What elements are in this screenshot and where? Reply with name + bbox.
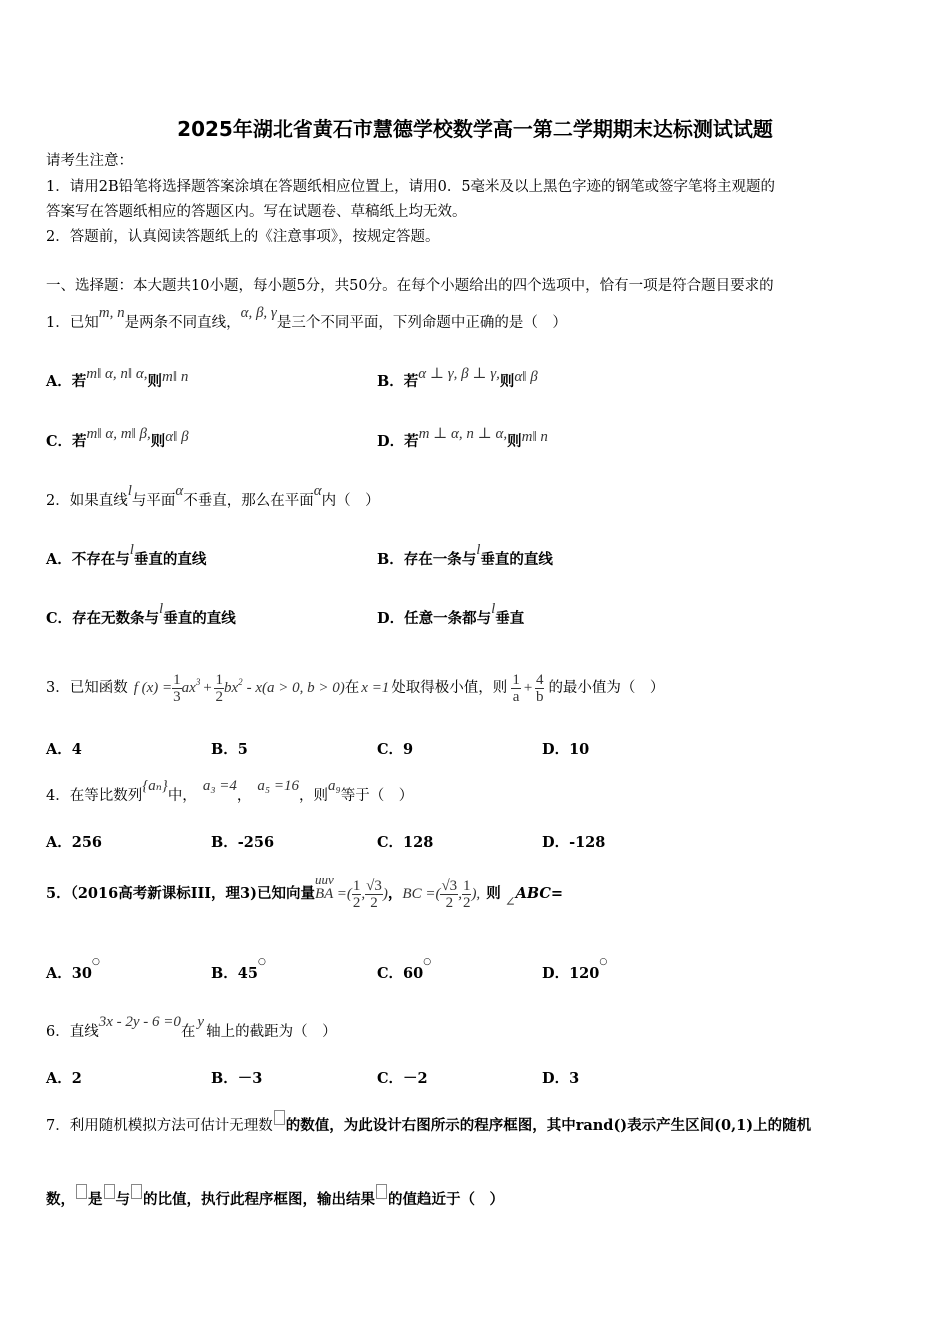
- missing-symbol-icon: [104, 1184, 115, 1199]
- q2-option-b[interactable]: B．存在一条与l垂直的直线: [377, 542, 553, 568]
- question-6: 6．直线3x - 2y - 6 =0在y轴上的截距为（ ）: [46, 1014, 337, 1040]
- notice-line-2: 2．答题前，认真阅读答题纸上的《注意事项》，按规定答题。: [46, 229, 440, 245]
- missing-symbol-icon: [131, 1184, 142, 1199]
- q5-option-b[interactable]: B．45○: [211, 957, 266, 982]
- q3-option-c[interactable]: C．9: [377, 741, 414, 758]
- notice-line-1b: 答案写在答题纸相应的答题区内。写在试题卷、草稿纸上均无效。: [46, 204, 467, 220]
- fraction-one-half: $\frac{1}{2}$: [215, 671, 223, 705]
- q3-option-a[interactable]: A．4: [46, 741, 82, 758]
- q4-option-c[interactable]: C．128: [377, 834, 434, 851]
- q2-option-c[interactable]: C．存在无数条与l垂直的直线: [46, 601, 236, 627]
- question-4: 4．在等比数列{aₙ}中，a₃ =4，a₅ =16，则a₉等于（ ）: [46, 778, 414, 804]
- q4-option-b[interactable]: B．-256: [211, 834, 275, 851]
- q1-option-b[interactable]: B．若α ⊥ γ, β ⊥ γ,则α‖ β: [377, 366, 538, 390]
- q6-option-d[interactable]: D．3: [542, 1070, 580, 1087]
- fraction-one-third: $\frac{1}{3}$: [173, 671, 181, 705]
- q3-option-d[interactable]: D．10: [542, 741, 590, 758]
- q6-option-a[interactable]: A．2: [46, 1070, 82, 1087]
- question-5: 5．（2016高考新课标III，理3)已知向量 uuv BA =( $\frac{1}{2}$ , $\frac{√3}{2}$ ) ， BC =( $\frac{√3}{2}$ , $\frac{1}{2}$ ), 则 ∠ ABC=: [46, 872, 564, 911]
- q4-option-a[interactable]: A．256: [46, 834, 103, 851]
- q2-option-d[interactable]: D．任意一条都与l垂直: [377, 601, 525, 627]
- q5-option-c[interactable]: C．60○: [377, 957, 432, 982]
- q1-option-d[interactable]: D．若m ⊥ α, n ⊥ α,则m‖ n: [377, 426, 548, 450]
- q4-option-d[interactable]: D．-128: [542, 834, 606, 851]
- question-7-line-2: 数， 是 与 的比值，执行此程序框图，输出结果 的值趋近于（ ）: [46, 1190, 504, 1210]
- q1-option-c[interactable]: C．若m‖ α, m‖ β,则α‖ β: [46, 426, 189, 450]
- section-heading: 一、选择题：本大题共10小题，每小题5分，共50分。在每个小题给出的四个选项中，恰有一项是符合题目要求的: [46, 278, 774, 294]
- q2-option-a[interactable]: A．不存在与l垂直的直线: [46, 542, 207, 568]
- q5-option-a[interactable]: A．30○: [46, 957, 100, 982]
- q1-option-a[interactable]: A．若m‖ α, n‖ α,则m‖ n: [46, 366, 189, 390]
- fraction-one-over-a: $\frac{1}{a}$: [512, 671, 520, 705]
- q6-option-b[interactable]: B．－3: [211, 1070, 263, 1087]
- q3-option-b[interactable]: B．5: [211, 741, 248, 758]
- fraction-one-half: $\frac{1}{2}$: [352, 877, 361, 911]
- missing-symbol-icon: [376, 1184, 387, 1199]
- fraction-sqrt3-half: $\frac{√3}{2}$: [441, 877, 458, 911]
- missing-symbol-icon: [274, 1110, 285, 1125]
- fraction-one-half: $\frac{1}{2}$: [462, 877, 471, 911]
- fraction-four-over-b: $\frac{4}{b}$: [535, 671, 544, 705]
- question-2: 2．如果直线l与平面α不垂直，那么在平面α内（ ）: [46, 483, 380, 509]
- page-title: 2025年湖北省黄石市慧德学校数学高一第二学期期末达标测试试题: [177, 117, 773, 141]
- question-3: 3．已知函数 f (x) = $\frac{1}{3}$ ax 3 + $\frac{1}{2}$ bx 2 - x(a > 0, b > 0) 在 x =1 处取得极小值，则 $\frac{1}{a}$ + $\frac{4}{b}$ 的最小值为（ ）: [46, 671, 665, 705]
- question-1: 1．已知m, n是两条不同直线，α, β, γ是三个不同平面，下列命题中正确的是（ ）: [46, 305, 567, 331]
- question-7-line-1: 7．利用随机模拟方法可估计无理数 的数值，为此设计右图所示的程序框图，其中rand()表示产生区间(0,1)上的随机: [46, 1116, 811, 1136]
- missing-symbol-icon: [76, 1184, 87, 1199]
- q5-option-d[interactable]: D．120○: [542, 957, 608, 982]
- fraction-sqrt3-half: $\frac{√3}{2}$: [366, 877, 382, 911]
- notice-heading: 请考生注意：: [46, 153, 133, 169]
- q6-option-c[interactable]: C．－2: [377, 1070, 428, 1087]
- notice-line-1a: 1．请用2B铅笔将选择题答案涂填在答题纸相应位置上，请用0．5毫米及以上黑色字迹的钢笔或签字笔将主观题的: [46, 179, 776, 195]
